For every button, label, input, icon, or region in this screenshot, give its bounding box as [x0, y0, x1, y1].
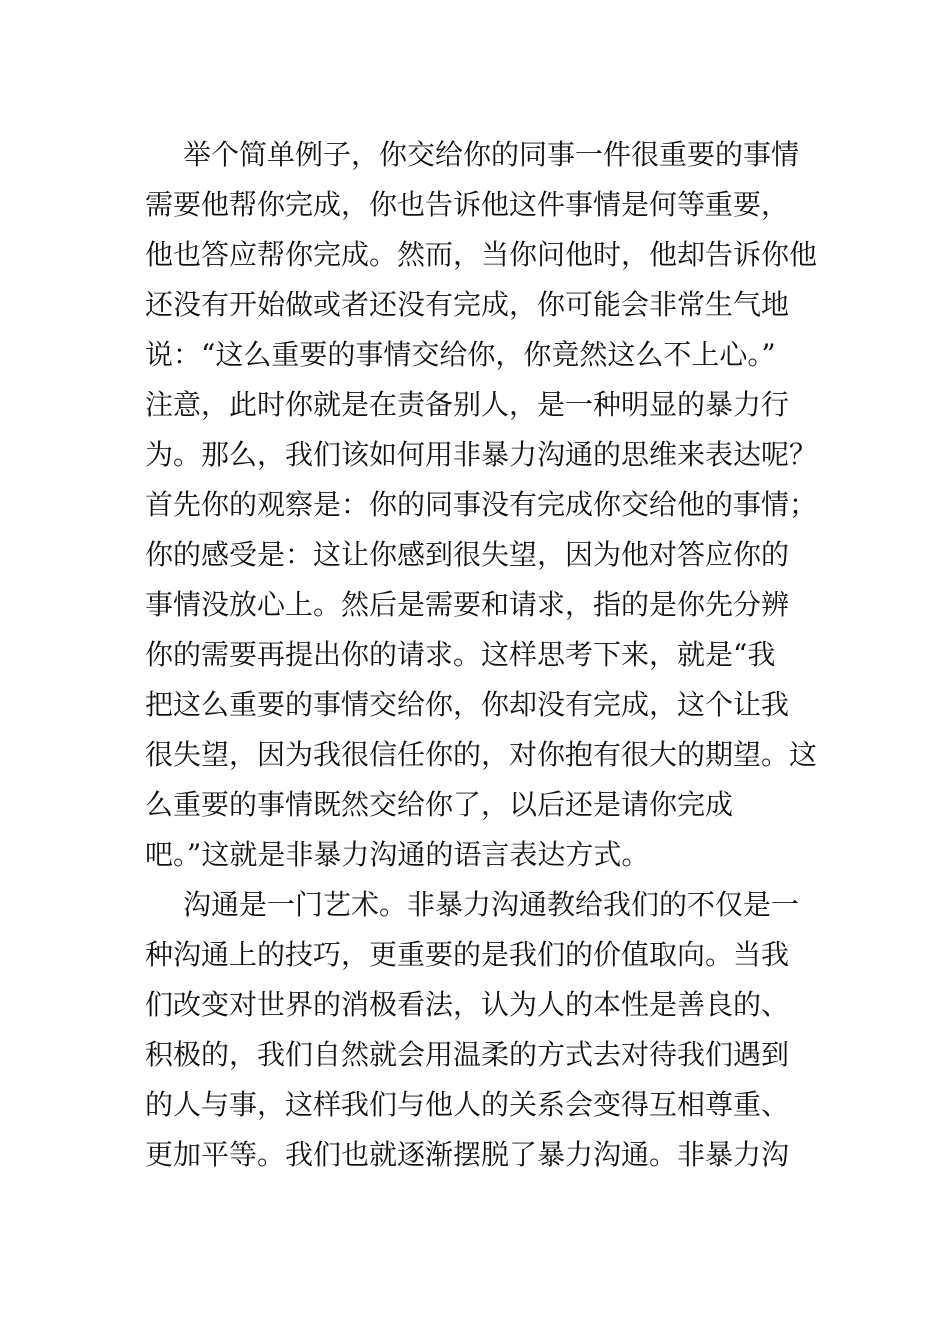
paragraph-line: 你的感受是：这让你感到很失望，因为他对答应你的 [145, 538, 790, 571]
paragraph-line: 还没有开始做或者还没有完成，你可能会非常生气地 [145, 288, 790, 321]
paragraph-line: 的人与事，这样我们与他人的关系会变得互相尊重、 [145, 1088, 790, 1121]
paragraph-line: 需要他帮你完成，你也告诉他这件事情是何等重要， [145, 188, 790, 221]
paragraph-line: 说：“这么重要的事情交给你，你竟然这么不上心。” [145, 338, 776, 371]
paragraph-line: 首先你的观察是：你的同事没有完成你交给他的事情； [145, 488, 818, 521]
paragraph-2 [145, 880, 825, 1180]
paragraph-line: 举个简单例子，你交给你的同事一件很重要的事情 [183, 138, 800, 171]
paragraph-line: 很失望，因为我很信任你的，对你抱有很大的期望。这 [145, 738, 818, 771]
paragraph-line: 把这么重要的事情交给你，你却没有完成，这个让我 [145, 688, 790, 721]
paragraph-line: 更加平等。我们也就逐渐摆脱了暴力沟通。非暴力沟 [145, 1138, 790, 1171]
paragraph-line: 他也答应帮你完成。然而，当你问他时，他却告诉你他 [145, 238, 818, 271]
paragraph-line: 们改变对世界的消极看法，认为人的本性是善良的、 [145, 988, 790, 1021]
paragraph-1 [145, 130, 825, 880]
paragraph-line: 吧。”这就是非暴力沟通的语言表达方式。 [145, 838, 650, 871]
paragraph-line: 注意，此时你就是在责备别人，是一种明显的暴力行 [145, 388, 790, 421]
paragraph-line: 种沟通上的技巧，更重要的是我们的价值取向。当我 [145, 938, 790, 971]
paragraph-line: 么重要的事情既然交给你了，以后还是请你完成 [145, 788, 734, 821]
document-body [145, 130, 825, 1180]
paragraph-line: 事情没放心上。然后是需要和请求，指的是你先分辨 [145, 588, 790, 621]
paragraph-line: 为。那么，我们该如何用非暴力沟通的思维来表达呢？ [145, 438, 818, 471]
paragraph-line: 积极的，我们自然就会用温柔的方式去对待我们遇到 [145, 1038, 790, 1071]
paragraph-line: 沟通是一门艺术。非暴力沟通教给我们的不仅是一 [183, 888, 800, 921]
paragraph-line: 你的需要再提出你的请求。这样思考下来，就是“我 [145, 638, 776, 671]
